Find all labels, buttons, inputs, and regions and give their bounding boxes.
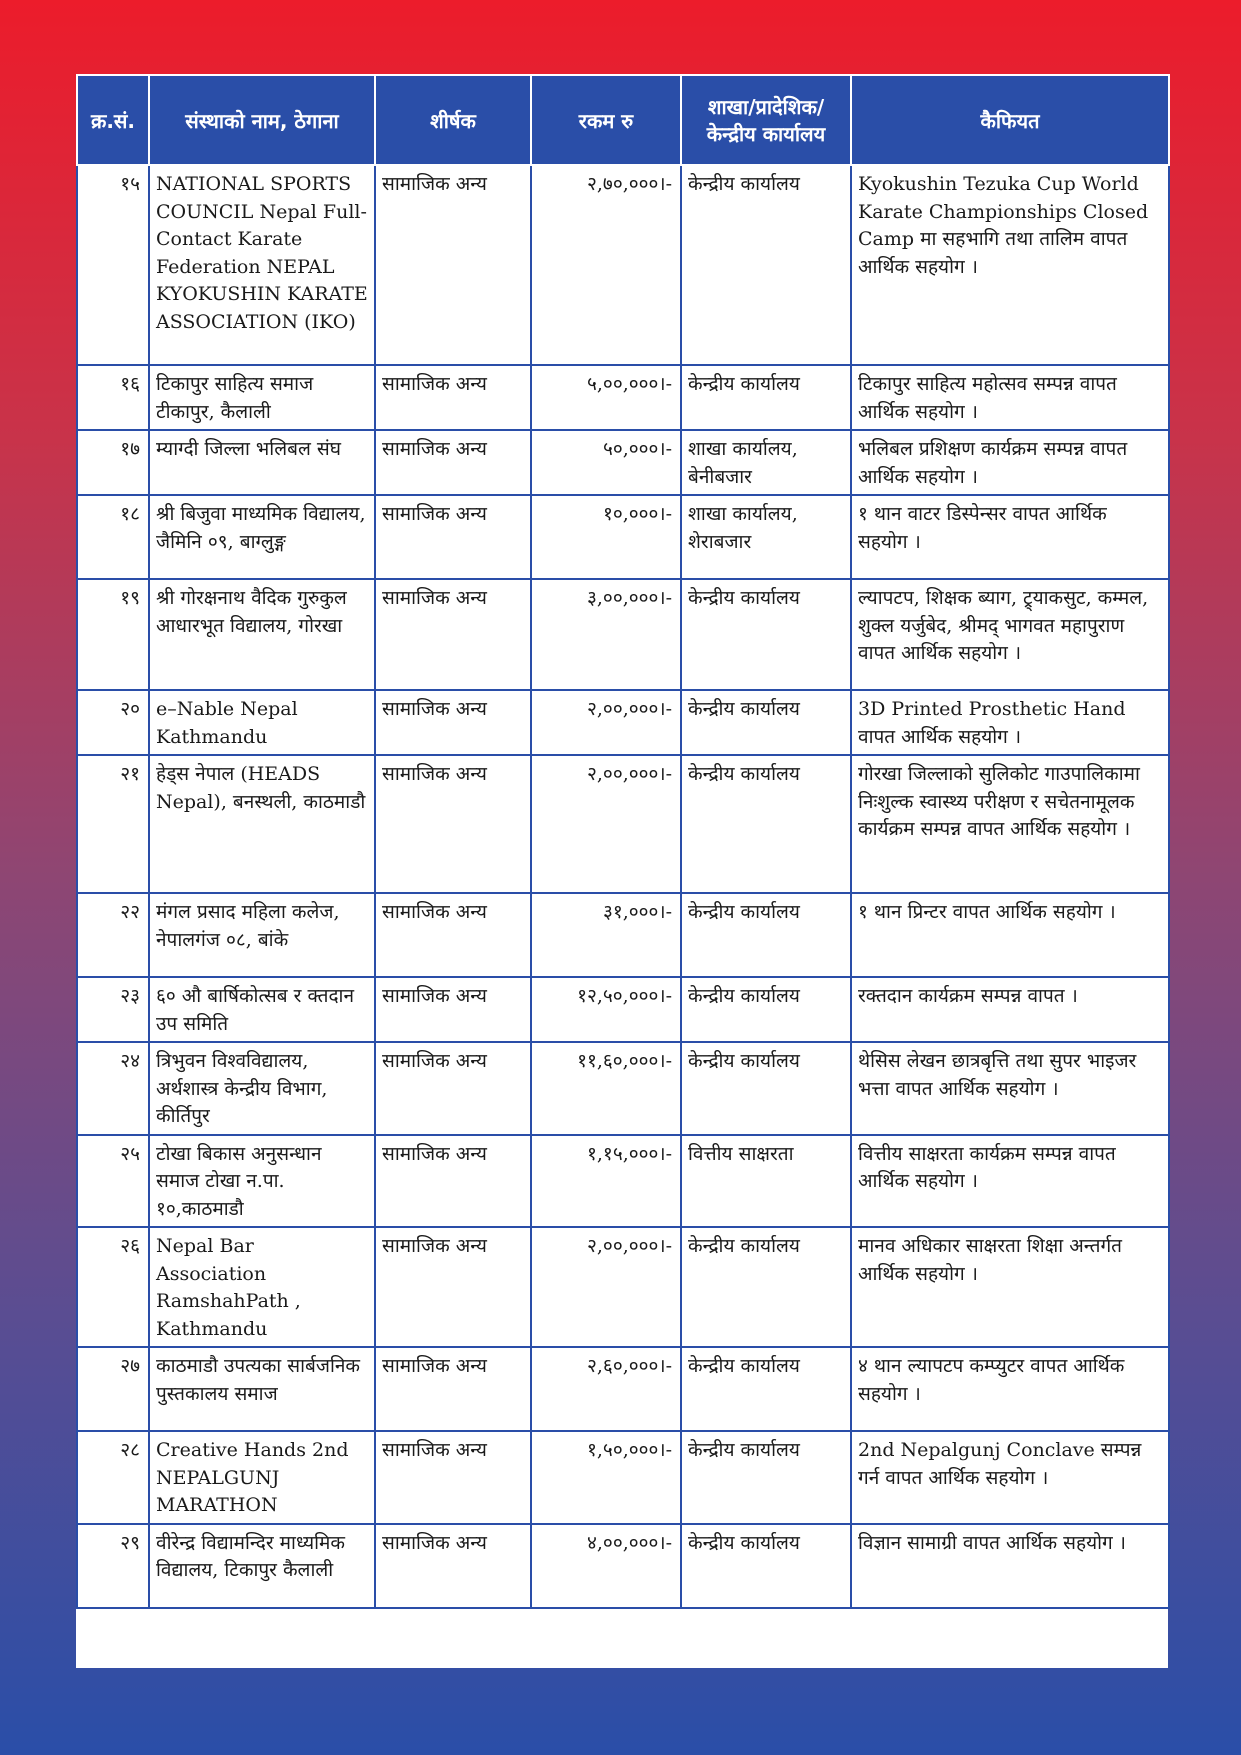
heading-cell: सामाजिक अन्य — [375, 1524, 531, 1608]
serial-number-cell: २५ — [77, 1135, 149, 1228]
table-row — [77, 755, 1169, 893]
amount-cell: ४,००,०००।- — [531, 1524, 681, 1608]
organization-cell: वीरेन्द्र विद्यामन्दिर माध्यमिक विद्यालय, टिकापुर कैलाली — [149, 1524, 375, 1608]
amount-cell: २,६०,०००।- — [531, 1347, 681, 1431]
table-row — [77, 365, 1169, 430]
header-amount: रकम रु — [531, 75, 681, 165]
heading-cell: सामाजिक अन्य — [375, 430, 531, 495]
organization-cell: श्री बिजुवा माध्यमिक विद्यालय, जैमिनि ०९, बाग्लुङ्ग — [149, 495, 375, 579]
remarks-cell: रक्तदान कार्यक्रम सम्पन्न वापत । — [851, 977, 1169, 1042]
office-cell: केन्द्रीय कार्यालय — [681, 893, 851, 977]
organization-cell: e–Nable Nepal Kathmandu — [149, 690, 375, 755]
office-cell: केन्द्रीय कार्यालय — [681, 1227, 851, 1347]
table-row — [77, 430, 1169, 495]
office-cell: शाखा कार्यालय, शेराबजार — [681, 495, 851, 579]
organization-cell: मंगल प्रसाद महिला कलेज, नेपालगंज ०८, बांके — [149, 893, 375, 977]
remarks-cell: ल्यापटप, शिक्षक ब्याग, ट्र्याकसुट, कम्मल, शुक्ल यर्जुबेद, श्रीमद् भागवत महापुराण वापत आर्थिक सहयोग । — [851, 579, 1169, 690]
organization-cell: त्रिभुवन विश्वविद्यालय, अर्थशास्त्र केन्द्रीय विभाग, कीर्तिपुर — [149, 1042, 375, 1135]
table-row — [77, 1347, 1169, 1431]
amount-cell: ५,००,०००।- — [531, 365, 681, 430]
amount-cell: २,७०,०००।- — [531, 165, 681, 365]
header-serial-number: क्र.सं. — [77, 75, 149, 165]
remarks-cell: ४ थान ल्यापटप कम्प्युटर वापत आर्थिक सहयोग । — [851, 1347, 1169, 1431]
table-row — [77, 893, 1169, 977]
heading-cell: सामाजिक अन्य — [375, 977, 531, 1042]
table-row — [77, 165, 1169, 365]
serial-number-cell: २१ — [77, 755, 149, 893]
office-cell: केन्द्रीय कार्यालय — [681, 165, 851, 365]
remarks-cell: मानव अधिकार साक्षरता शिक्षा अन्तर्गत आर्थिक सहयोग । — [851, 1227, 1169, 1347]
heading-cell: सामाजिक अन्य — [375, 165, 531, 365]
remarks-cell: भलिबल प्रशिक्षण कार्यक्रम सम्पन्न वापत आर्थिक सहयोग । — [851, 430, 1169, 495]
office-cell: केन्द्रीय कार्यालय — [681, 1347, 851, 1431]
table-row — [77, 495, 1169, 579]
table-row — [77, 1431, 1169, 1524]
remarks-cell: थेसिस लेखन छात्रबृत्ति तथा सुपर भाइजर भत्ता वापत आर्थिक सहयोग । — [851, 1042, 1169, 1135]
serial-number-cell: २० — [77, 690, 149, 755]
table-row — [77, 579, 1169, 690]
organization-cell: हेड्स नेपाल (HEADS Nepal), बनस्थली, काठमाडौ — [149, 755, 375, 893]
serial-number-cell: २८ — [77, 1431, 149, 1524]
amount-cell: ५०,०००।- — [531, 430, 681, 495]
header-remarks: कैफियत — [851, 75, 1169, 165]
remarks-cell: 2nd Nepalgunj Conclave सम्पन्न गर्न वापत आर्थिक सहयोग । — [851, 1431, 1169, 1524]
office-cell: केन्द्रीय कार्यालय — [681, 1524, 851, 1608]
office-cell: केन्द्रीय कार्यालय — [681, 579, 851, 690]
remarks-cell: गोरखा जिल्लाको सुलिकोट गाउपालिकामा निःशुल्क स्वास्थ्य परीक्षण र सचेतनामूलक कार्यक्रम सम्पन्न वापत आर्थिक सहयोग । — [851, 755, 1169, 893]
heading-cell: सामाजिक अन्य — [375, 1042, 531, 1135]
serial-number-cell: १६ — [77, 365, 149, 430]
organization-cell: टोखा बिकास अनुसन्धान समाज टोखा न.पा. १०,काठमाडौ — [149, 1135, 375, 1228]
table-row — [77, 977, 1169, 1042]
amount-cell: १,५०,०००।- — [531, 1431, 681, 1524]
serial-number-cell: २६ — [77, 1227, 149, 1347]
amount-cell: ११,६०,०००।- — [531, 1042, 681, 1135]
table-row — [77, 1135, 1169, 1228]
serial-number-cell: १८ — [77, 495, 149, 579]
remarks-cell: वित्तीय साक्षरता कार्यक्रम सम्पन्न वापत आर्थिक सहयोग । — [851, 1135, 1169, 1228]
table-row — [77, 690, 1169, 755]
donation-table — [76, 74, 1170, 1609]
office-cell: शाखा कार्यालय, बेनीबजार — [681, 430, 851, 495]
office-cell: केन्द्रीय कार्यालय — [681, 755, 851, 893]
heading-cell: सामाजिक अन्य — [375, 1347, 531, 1431]
serial-number-cell: १९ — [77, 579, 149, 690]
remarks-cell: विज्ञान सामाग्री वापत आर्थिक सहयोग । — [851, 1524, 1169, 1608]
amount-cell: २,००,०००।- — [531, 755, 681, 893]
amount-cell: १०,०००।- — [531, 495, 681, 579]
heading-cell: सामाजिक अन्य — [375, 755, 531, 893]
heading-cell: सामाजिक अन्य — [375, 690, 531, 755]
organization-cell: म्याग्दी जिल्ला भलिबल संघ — [149, 430, 375, 495]
organization-cell: काठमाडौ उपत्यका सार्बजनिक पुस्तकालय समाज — [149, 1347, 375, 1431]
organization-cell: श्री गोरक्षनाथ वैदिक गुरुकुल आधारभूत विद्यालय, गोरखा — [149, 579, 375, 690]
heading-cell: सामाजिक अन्य — [375, 495, 531, 579]
serial-number-cell: १५ — [77, 165, 149, 365]
header-heading: शीर्षक — [375, 75, 531, 165]
serial-number-cell: २२ — [77, 893, 149, 977]
amount-cell: १,१५,०००।- — [531, 1135, 681, 1228]
document-page — [76, 74, 1168, 1668]
remarks-cell: टिकापुर साहित्य महोत्सव सम्पन्न वापत आर्थिक सहयोग । — [851, 365, 1169, 430]
organization-cell: ६० औ बार्षिकोत्सब र क्तदान उप समिति — [149, 977, 375, 1042]
office-cell: केन्द्रीय कार्यालय — [681, 690, 851, 755]
table-row — [77, 1042, 1169, 1135]
serial-number-cell: २७ — [77, 1347, 149, 1431]
amount-cell: ३१,०००।- — [531, 893, 681, 977]
organization-cell: टिकापुर साहित्य समाज टीकापुर, कैलाली — [149, 365, 375, 430]
serial-number-cell: १७ — [77, 430, 149, 495]
serial-number-cell: २९ — [77, 1524, 149, 1608]
remarks-cell: Kyokushin Tezuka Cup World Karate Championships Closed Camp मा सहभागि तथा तालिम वापत आर्थिक सहयोग । — [851, 165, 1169, 365]
heading-cell: सामाजिक अन्य — [375, 365, 531, 430]
heading-cell: सामाजिक अन्य — [375, 1227, 531, 1347]
amount-cell: २,००,०००।- — [531, 690, 681, 755]
organization-cell: Nepal Bar Association RamshahPath , Kathmandu — [149, 1227, 375, 1347]
header-organization: संस्थाको नाम, ठेगाना — [149, 75, 375, 165]
table-row — [77, 1227, 1169, 1347]
header-office: शाखा/प्रादेशिक/ केन्द्रीय कार्यालय — [681, 75, 851, 165]
table-row — [77, 1524, 1169, 1608]
organization-cell: Creative Hands 2nd NEPALGUNJ MARATHON — [149, 1431, 375, 1524]
remarks-cell: १ थान वाटर डिस्पेन्सर वापत आर्थिक सहयोग । — [851, 495, 1169, 579]
serial-number-cell: २३ — [77, 977, 149, 1042]
office-cell: केन्द्रीय कार्यालय — [681, 1431, 851, 1524]
organization-cell: NATIONAL SPORTS COUNCIL Nepal Full-Contact Karate Federation NEPAL KYOKUSHIN KARATE ASSOCIATION (IKO) — [149, 165, 375, 365]
amount-cell: ३,००,०००।- — [531, 579, 681, 690]
heading-cell: सामाजिक अन्य — [375, 1431, 531, 1524]
heading-cell: सामाजिक अन्य — [375, 579, 531, 690]
table-header-row — [77, 75, 1169, 165]
office-cell: केन्द्रीय कार्यालय — [681, 365, 851, 430]
serial-number-cell: २४ — [77, 1042, 149, 1135]
heading-cell: सामाजिक अन्य — [375, 1135, 531, 1228]
office-cell: केन्द्रीय कार्यालय — [681, 1042, 851, 1135]
amount-cell: १२,५०,०००।- — [531, 977, 681, 1042]
office-cell: वित्तीय साक्षरता — [681, 1135, 851, 1228]
amount-cell: २,००,०००।- — [531, 1227, 681, 1347]
remarks-cell: 3D Printed Prosthetic Hand वापत आर्थिक सहयोग । — [851, 690, 1169, 755]
remarks-cell: १ थान प्रिन्टर वापत आर्थिक सहयोग । — [851, 893, 1169, 977]
office-cell: केन्द्रीय कार्यालय — [681, 977, 851, 1042]
heading-cell: सामाजिक अन्य — [375, 893, 531, 977]
